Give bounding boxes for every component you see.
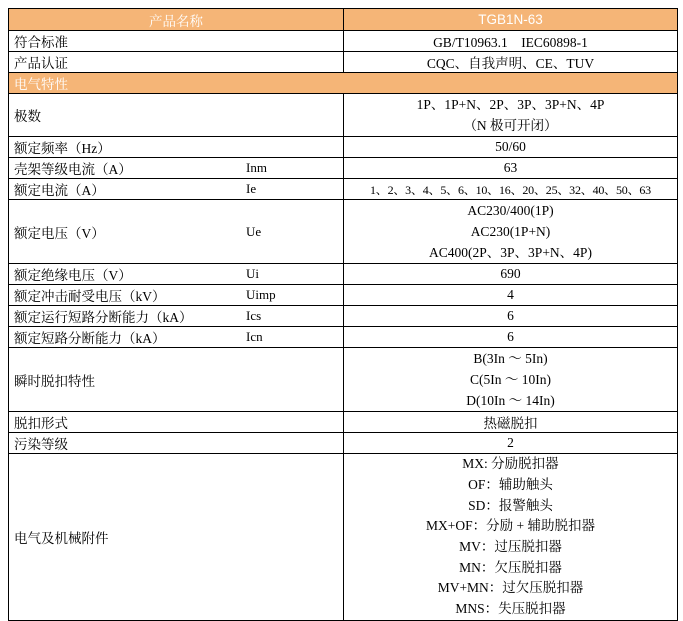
- standards-value-text: GB/T10963.1 IEC60898-1: [433, 35, 588, 50]
- rated-voltage-line-3: AC400(2P、3P、3P+N、4P): [429, 245, 592, 260]
- accessories-value: [344, 454, 678, 621]
- rated-voltage-value: [344, 200, 678, 264]
- service-breaking-label: [9, 306, 344, 327]
- accessories-line-3: SD：报警触头: [468, 497, 553, 513]
- accessories-line-2: OF：辅助触头: [468, 476, 553, 492]
- row-frequency: [9, 137, 678, 158]
- trip-curve-line-3: D(10In ～ 14In): [466, 393, 555, 408]
- service-breaking-label-text: 额定运行短路分断能力（kA）: [14, 310, 193, 325]
- insulation-voltage-label-text: 额定绝缘电压（V）: [14, 268, 132, 283]
- spec-table: [8, 8, 678, 621]
- row-trip-type: [9, 412, 678, 433]
- trip-type-value-text: 热磁脱扣: [483, 416, 538, 431]
- rated-current-label: [9, 179, 344, 200]
- ultimate-breaking-symbol: Icn: [246, 329, 263, 344]
- impulse-voltage-symbol: Uimp: [246, 287, 276, 302]
- rated-current-label-text: 额定电流（A）: [14, 183, 105, 198]
- service-breaking-value: [344, 306, 678, 327]
- frequency-label: 额定频率（Hz）: [9, 137, 344, 158]
- trip-type-value: [344, 412, 678, 433]
- trip-curve-label: 瞬时脱扣特性: [9, 348, 344, 412]
- certification-value: [344, 52, 678, 73]
- frame-current-value: [344, 158, 678, 179]
- standards-value: [344, 31, 678, 52]
- certification-value-text: CQC、自我声明、CE、TUV: [426, 56, 595, 71]
- row-trip-curve: [9, 348, 678, 412]
- impulse-voltage-value: [344, 285, 678, 306]
- insulation-voltage-value-text: 690: [500, 266, 521, 281]
- accessories-line-8: MNS：失压脱扣器: [455, 601, 566, 617]
- row-pollution: [9, 433, 678, 454]
- insulation-voltage-label: [9, 264, 344, 285]
- poles-value: [344, 94, 678, 137]
- row-accessories: [9, 454, 678, 621]
- frame-current-symbol: Inm: [246, 160, 267, 175]
- row-rated-current: [9, 179, 678, 200]
- row-ultimate-breaking: [9, 327, 678, 348]
- row-certification: [9, 52, 678, 73]
- product-name-header: 产品名称: [9, 9, 344, 31]
- poles-label: 极数: [9, 94, 344, 137]
- certification-label: 产品认证: [9, 52, 344, 73]
- trip-curve-line-2: C(5In ～ 10In): [470, 372, 551, 387]
- row-standards: [9, 31, 678, 52]
- accessories-label: 电气及机械附件: [9, 454, 344, 621]
- frame-current-label: [9, 158, 344, 179]
- row-electrical-section: [9, 73, 678, 94]
- frequency-value-text: 50/60: [495, 139, 526, 154]
- impulse-voltage-label: [9, 285, 344, 306]
- rated-voltage-label: [9, 200, 344, 264]
- row-impulse-voltage: [9, 285, 678, 306]
- ultimate-breaking-value-text: 6: [507, 329, 514, 344]
- rated-current-value-text: 1、2、3、4、5、6、10、16、20、25、32、40、50、63: [369, 182, 651, 197]
- trip-type-label: 脱扣形式: [9, 412, 344, 433]
- row-insulation-voltage: [9, 264, 678, 285]
- poles-line-2: （N 极可开闭）: [463, 118, 558, 133]
- row-poles: [9, 94, 678, 137]
- service-breaking-value-text: 6: [507, 308, 514, 323]
- rated-voltage-line-1: AC230/400(1P): [467, 203, 554, 218]
- rated-voltage-line-2: AC230(1P+N): [470, 224, 551, 239]
- row-service-breaking: [9, 306, 678, 327]
- frame-current-value-text: 63: [503, 160, 518, 175]
- trip-curve-value: [344, 348, 678, 412]
- impulse-voltage-value-text: 4: [507, 287, 514, 302]
- accessories-line-7: MV+MN：过欠压脱扣器: [437, 580, 584, 596]
- electrical-section-title: 电气特性: [9, 73, 678, 94]
- trip-curve-line-1: B(3In ～ 5In): [473, 351, 548, 366]
- accessories-line-5: MV：过压脱扣器: [459, 539, 562, 554]
- frame-current-label-text: 壳架等级电流（A）: [14, 162, 132, 177]
- service-breaking-symbol: Ics: [246, 308, 262, 323]
- poles-line-1: 1P、1P+N、2P、3P、3P+N、4P: [416, 97, 605, 112]
- header-row: [9, 9, 678, 31]
- ultimate-breaking-label: [9, 327, 344, 348]
- pollution-label: 污染等级: [9, 433, 344, 454]
- product-model-header: TGB1N-63: [344, 9, 678, 31]
- rated-voltage-label-text: 额定电压（V）: [14, 225, 105, 241]
- accessories-line-4: MX+OF：分励 + 辅助脱扣器: [426, 518, 595, 534]
- insulation-voltage-value: [344, 264, 678, 285]
- accessories-line-1: MX: 分励脱扣器: [462, 456, 559, 472]
- impulse-voltage-label-text: 额定冲击耐受电压（kV）: [14, 289, 166, 304]
- insulation-voltage-symbol: Ui: [246, 266, 259, 281]
- row-rated-voltage: [9, 200, 678, 264]
- accessories-line-6: MN：欠压脱扣器: [459, 559, 562, 575]
- rated-current-symbol: Ie: [246, 181, 257, 196]
- frequency-value: [344, 137, 678, 158]
- ultimate-breaking-value: [344, 327, 678, 348]
- row-frame-current: [9, 158, 678, 179]
- pollution-value-text: 2: [507, 435, 514, 450]
- standards-label: 符合标准: [9, 31, 344, 52]
- rated-current-value: [344, 179, 678, 200]
- pollution-value: [344, 433, 678, 454]
- ultimate-breaking-label-text: 额定短路分断能力（kA）: [14, 331, 166, 346]
- rated-voltage-symbol: Ue: [246, 223, 262, 239]
